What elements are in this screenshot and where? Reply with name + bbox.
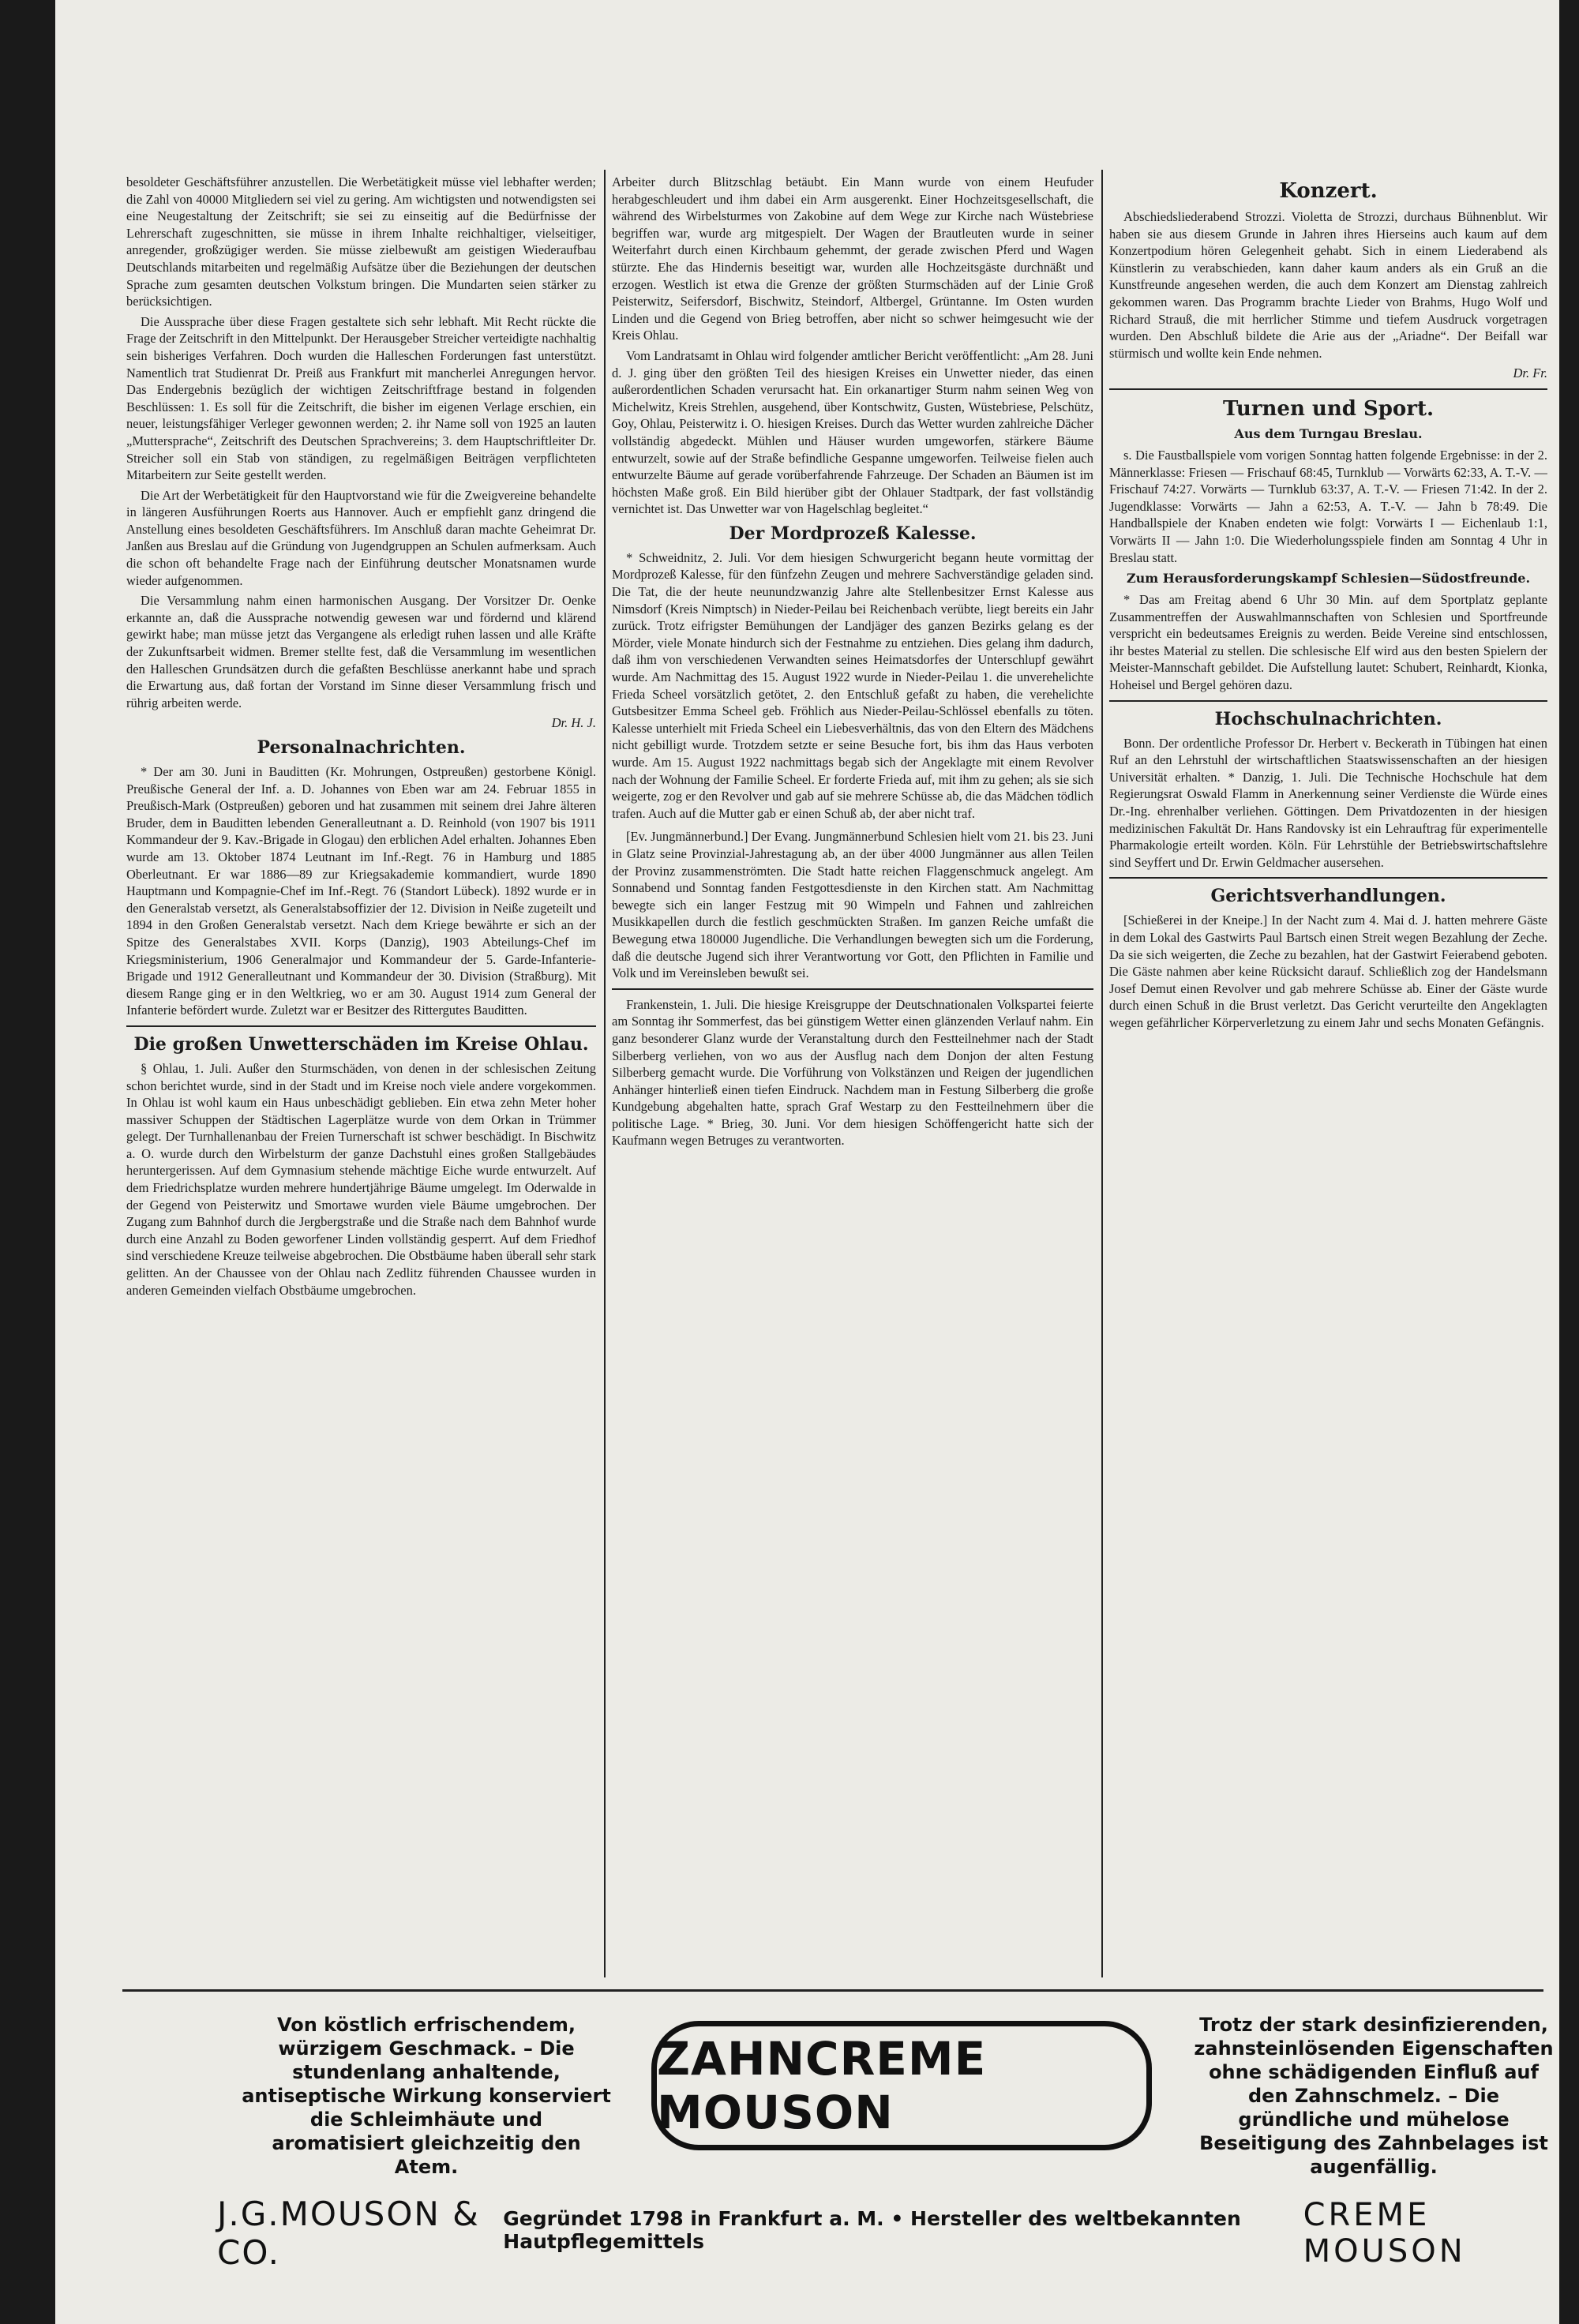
divider [1109, 877, 1547, 879]
article-text: Der Evang. Jungmännerbund Schlesien hielt vom 21. bis 23. Juni in Glatz seine Provinzial-Jahrestagung ab, an der über 4000 Jungmänner aus allen Teilen der Provinz zusammenströmten. Die Stadt hatte reichen Flaggenschmuck angelegt. Am Sonnabend und Sonntag fanden Festgottesdienste in den Kirchen statt. Am Nachmittag bewegte sich ein langer Festzug mit 90 Wimpeln und Fahnen und zahlreichen Musikkapellen durch die festlich geschmückten Straßen. Im ganzen Reiche umfaßt die Bewegung etwa 180000 Jugendliche. Die Verhandlungen bewegten sich um die Forderung, daß die deutsche Jugend sich ihrer Verantwortung vor Gott, den Pflichten in Familie und Volk und im Vereinsleben bewußt sei. [612, 829, 1093, 981]
section-heading-personal: Personalnachrichten. [257, 737, 466, 758]
article-paragraph: besoldeter Geschäftsführer anzustellen. Die Werbetätigkeit müsse viel lebhafter werden; die Zahl von 40000 Mitgliedern sei viel zu gering. Am wichtigsten und notwendigsten sei eine Neugestaltung der Zeitschrift; sie sei zu einseitig auf die Bedürfnisse der Lehrerschaft zugeschnitten, sie müsse in ihrem Inhalte reichhaltiger, vielseitiger, anregender, großzügiger werden. Sie müsse zielbewußt am geistigen Wiederaufbau Deutschlands mitarbeiten und regelmäßig Aufsätze über die Beziehungen der deutschen Sprache zum gesamten deutschen Volkstum bringen. Die Mundarten seien stärker zu berücksichtigen. [126, 174, 596, 309]
inline-heading: [Ev. Jungmännerbund.] [626, 829, 748, 845]
section-heading-konzert: Konzert. [1279, 179, 1378, 203]
article-paragraph [612, 828, 1093, 981]
divider [612, 988, 1093, 990]
divider [1109, 388, 1547, 390]
article-paragraph: Abschiedsliederabend Strozzi. Violetta de Strozzi, durchaus Bühnenblut. Wir haben sie aus diesem Grunde in Jahren ihres Hierseins auch kaum auf dem Konzertpodium hören Gelegenheit gehabt. Sich in einem Liederabend als Künstlerin zu verabschieden, kann daher kaum anders als ein Gruß an die Kunstfreunde angesehen werden, die auch dem Konzert am Dienstag zahlreich gekommen waren. Das Programm brachte Lieder von Brahms, Hugo Wolf und Richard Strauß, die mit herrlicher Stimme und tiefem Ausdruck vorgetragen wurden. Den Abschluß bildete die Arie aus der „Ariadne“. Der Beifall war stürmisch und wollte kein Ende nehmen. [1109, 209, 1547, 361]
newspaper-page [55, 0, 1559, 2324]
article-paragraph: * Der am 30. Juni in Bauditten (Kr. Mohrungen, Ostpreußen) gestorbene Königl. Preußische General der Inf. a. D. Johannes von Eben war am 24. Februar 1855 in Preußisch-Mark (Ostpreußen) geboren und hat zusammen mit seinem drei Jahre älteren Bruder, dem in Bauditten lebenden Generalleutnant a. D. Reinhold (von 1907 bis 1911 Kommandeur der 9. Kav.-Brigade in Glogau) den erblichen Adel erhalten. Johannes Eben wurde am 13. Oktober 1874 Leutnant im Inf.-Regt. 76 in Hamburg und 1885 Oberleutnant. Er war 1886—89 zur Kriegsakademie kommandiert, wurde 1890 Hauptmann und Kompagnie-Chef im Inf.-Regt. 76 (Standort Lübeck). 1892 wurde er in den Generalstab versetzt, als Generalstabsoffizier der 12. Division in Neiße zugeteilt und 1894 in den Großen Generalstab versetzt. Nach dem Kriege bewährte er sich an der Spitze des Generalstabes XVII. Korps (Danzig), 1903 Abteilungs-Chef im Kriegsministerium, 1906 Generalmajor und Kommandeur der 5. Garde-Infanterie-Brigade und 1912 Generalleutnant und Kommandeur der 30. Division (Straßburg). Mit diesem Range ging er in den Weltkrieg, wo er am 30. August 1914 zum General der Infanterie befördert wurde. Zuletzt war er Besitzer des Rittergutes Bauditten. [126, 764, 596, 1018]
column-3 [1109, 174, 1547, 1981]
article-paragraph: Die Art der Werbetätigkeit für den Hauptvorstand wie für die Zweigvereine behandelte in längeren Ausführungen Roerts aus Hannover. Auch er empfiehlt ganz dringend die Anstellung eines besoldeten Geschäftsführers. Im Anschluß daran machte Geheimrat Dr. Janßen aus Breslau auf die Gründung von Jugendgruppen an Schulen aufmerksam. Auch die schon oft behandelte Frage nach der Einführung deutscher Monatsnamen wurde wieder aufgenommen. [126, 487, 596, 588]
ad-left-text: Von köstlich erfrischendem, würzigem Geschmack. – Die stundenlang anhaltende, antiseptische Wirkung konserviert die Schleimhäute und aromatisiert gleichzeitig den Atem. [242, 2014, 611, 2178]
article-paragraph: * Das am Freitag abend 6 Uhr 30 Min. auf dem Sportplatz geplante Zusammentreffen der Auswahlmannschaften von Schlesien und Sportfreunde verspricht ein bedeutsames Ereignis zu werden. Beide Vereine sind entschlossen, ihr bestes Material zu stellen. Die schlesische Elf wird aus den besten Spielern der Meister-Mannschaft gebildet. Die Aufstellung lautet: Schubert, Reinhardt, Kionka, Hoheisel und Bergel gehören dazu. [1109, 592, 1547, 693]
column-divider [1101, 170, 1103, 1977]
ad-product-name: CREME MOUSON [1303, 2197, 1466, 2270]
article-paragraph: * Schweidnitz, 2. Juli. Vor dem hiesigen Schwurgericht begann heute vormittag der Mordprozeß Kalesse, für den fünfzehn Zeugen und mehrere Sachverständige geladen sind. Die Tat, die der heute neunundzwanzig Jahre alte Stellenbesitzer Ernst Kalesse aus Nimsdorf (Kreis Nimptsch) in Nieder-Peilau bei Reichenbach verübte, liegt bereits ein Jahr zurück. Trotz eifrigster Bemühungen der Landjäger des ganzen Bezirks gelang es der Mörder, viele Monate hindurch sich der Festnahme zu entziehen. Dies gelang ihm dadurch, daß ihm von verschiedenen Verwandten seines Heimatsdorfes der Unterschlupf gewährt wurde. Am Nachmittag des 15. August 1922 wurde in Nieder-Peilau 1. die unverehelichte Frieda Scheel vorsätzlich getötet, 2. den Entschluß gefaßt zu haben, die verehelichte Gutsbesitzer Emma Scheel geb. Fröhlich aus Nieder-Peilau-Schlössel ebenfalls zu töten. Kalesse unterhielt mit Frieda Scheel ein Liebesverhältnis, das von den Eltern des Mädchens nicht gebilligt wurde. Trotzdem setzte er seine Besuche fort, bis ihm das Haus verboten wurde. Am 15. August 1922 nachmittags begab sich der Angeklagte mit einem Revolver nach der Wohnung der Familie Scheel. Er forderte Frieda auf, mit ihm zu gehen; als sie sich weigerte, zog er den Revolver und gab auf sie mehrere Schüsse ab, die das Mädchen tödlich trafen. Auch auf die Mutter gab er einen Schuß ab, der aber nicht traf. [612, 549, 1093, 821]
article-paragraph: Bonn. Der ordentliche Professor Dr. Herbert v. Beckerath in Tübingen hat einen Ruf an den Lehrstuhl der wirtschaftlichen Staatswissenschaften an der hiesigen Universität erhalten. * Danzig, 1. Juli. Die Technische Hochschule hat dem Regierungsrat Oswald Flamm in Anerkennung seiner Verdienste die Würde eines Dr.-Ing. ehrenhalber verliehen. Göttingen. Dem Privatdozenten in der hiesigen medizinischen Fakultät Dr. Hans Randovsky ist ein Lehrauftrag für experimentelle Pharmakologie erteilt worden. Köln. Für Lehrstühle der Betriebswirtschaftslehre sind Seyffert und Dr. Erwin Geldmacher ausersehen. [1109, 735, 1547, 870]
article-paragraph: Arbeiter durch Blitzschlag betäubt. Ein Mann wurde von einem Heufuder herabgeschleudert und ihm dabei ein Arm ausgerenkt. Einer Hochzeitsgesellschaft, die während des Wirbelsturmes von Zakobine auf dem Wege zur Kirche nach Wüstebriese begriffen war, wurde arg mitgespielt. Der Wagen der Brautleuten wurde in seiner Weiterfahrt durch einen Kirchbaum gehemmt, der gerade zwischen Pferd und Wagen stürzte. Ehe das Hindernis beseitigt war, wurden alle Hochzeitsgäste durchnäßt und erzogen. Westlich ist etwa die Grenze der größten Sturmschäden auf der Linie Groß Peisterwitz, Seifersdorf, Bischwitz, Steindorf, Altbergel, Grüntanne. Im Osten wurden Linden und die Gegend von Brieg betroffen, aber nicht so schwer heimgesucht wie der Kreis Ohlau. [612, 174, 1093, 343]
ad-company-logo: J.G.MOUSON & CO. [217, 2195, 480, 2272]
section-subheading: Aus dem Turngau Breslau. [1234, 425, 1423, 441]
article-paragraph: Frankenstein, 1. Juli. Die hiesige Kreisgruppe der Deutschnationalen Volkspartei feierte am Sonntag ihr Sommerfest, das bei günstigem Wetter einen glänzenden Verlauf nahm. Ein ganz besonderer Glanz wurde der Veranstaltung durch den Festteilnehmer nach der Stadt Silberberg verliehen, von wo aus der Ausflug nach dem Donjon der alten Festung Silberberg gemacht wurde. Die Vorführung von Volkstänzen und Reigen der jugendlichen Anhänger hinterließ einen tiefen Eindruck. Nachdem man in Festung Silberberg die große Kundgebung abgehalten hatte, sprach Graf Westarp zu den Festteilnehmern über die politische Lage. * Brieg, 30. Juni. Vor dem hiesigen Schöffengericht hatte sich der Kaufmann wegen Betruges zu verantworten. [612, 996, 1093, 1149]
ad-title: ZAHNCREME MOUSON [657, 2032, 987, 2139]
article-paragraph: Die Aussprache über diese Fragen gestaltete sich sehr lebhaft. Mit Recht rückte die Frage der Zeitschrift in den Mittelpunkt. Der Herausgeber Streicher verteidigte nachhaltig sein bisheriges Verfahren. Doch wurden die Halleschen Forderungen fast unterstützt. Namentlich trat Studienrat Dr. Preiß aus Frankfurt mit mancherlei Anregungen hervor. Das Endergebnis bezüglich der wichtigen Zeitschriftfrage bestand in folgenden Beschlüssen: 1. Es soll für die Zeitschrift, die bisher im eigenen Verlage erschien, ein neuer, leistungsfähiger Verleger gewonnen werden; 2. ihr Name soll von 1925 an lauten „Muttersprache“, Zeitschrift des Deutschen Sprachvereins; 3. dem Hauptschriftleiter Dr. Streicher soll ein Stab von ständigen, zu regelmäßigen Beiträgen verpflichteten Mitarbeitern zur Seite gestellt werden. [126, 313, 596, 483]
section-heading-sport: Turnen und Sport. [1222, 396, 1435, 421]
ad-right-text: Trotz der stark desinfizierenden, zahnsteinlösenden Eigenschaften ohne schädigenden Einfluß auf den Zahnschmelz. – Die gründliche und mühelose Beseitigung des Zahnbelages ist augenfällig. [1194, 2014, 1554, 2178]
section-heading-hochschul: Hochschulnachrichten. [1214, 708, 1442, 729]
section-heading-fussball: Zum Herausforderungskampf Schlesien—Südostfreunde. [1126, 571, 1531, 587]
article-paragraph: Vom Landratsamt in Ohlau wird folgender amtlicher Bericht veröffentlicht: „Am 28. Juni d. J. ging über den größten Teil des hiesigen Kreises ein Unwetter nieder, das einen außerordentlichen Schaden verursacht hat. Ein orkanartiger Sturm nahm seinen Weg von Michelwitz, Kreis Strehlen, ausgehend, über Kontschwitz, Gusten, Wüstebriese, Pelschütz, Goy, Ohlau, Peisterwitz i. O. hiesigen Kreises. Durch das Wetter wurden zahlreiche Dächer vollständig abgedeckt. Mühlen und Häuser wurden umgeworfen, stärkere Bäume entwurzelt, sowie auf der Straße befindliche Gespanne umgeworfen. Teilweise fielen auch entwurzelte Bäume auf gerade vorüberfahrende Fahrzeuge. Der Schaden an Bäumen ist im höchsten Maße groß. Ein Bild hierüber gibt der Ohlauer Stadtpark, der fast vollständig vernichtet ist. Das Unwetter war von Hagelschlag begleitet.“ [612, 347, 1093, 517]
ad-footer [217, 2195, 1559, 2272]
section-heading-unwetter: Die großen Unwetterschäden im Kreise Ohlau. [133, 1033, 589, 1055]
article-signature: Dr. H. J. [551, 715, 596, 731]
article-paragraph: s. Die Faustballspiele vom vorigen Sonntag hatten folgende Ergebnisse: in der 2. Männerklasse: Friesen — Frischauf 68:45, Turnklub — Vorwärts 62:33, A. T.-V. — Frischauf 74:27. Vorwärts — Turnklub 63:37, A. T.-V. — Friesen 71:42. In der 2. Jugendklasse: Vorwärts — Jahn a 62:53, A. T.-V. — Jahn b 78:49. Die Handballspiele der Knaben endeten wie folgt: Vorwärts I — Eichenlaub 1:1, Vorwärts II — Jahn 1:0. Die Wiederholungsspiele finden am Sonntag 4 Uhr in Breslau statt. [1109, 447, 1547, 565]
ad-top-rule [122, 1989, 1543, 1992]
column-1 [126, 174, 596, 1981]
mouson-advertisement [186, 2005, 1579, 2297]
article-paragraph: Die Versammlung nahm einen harmonischen Ausgang. Der Vorsitzer Dr. Oenke erkannte an, daß die Aussprache notwendig gewesen war und fördernd und klärend gewirkt habe; man müsse jetzt das Vergangene als erledigt ruhen lassen und alle Kräfte der Zukunftsarbeit widmen. Bremer stellte fest, daß die Versammlung im wesentlichen den Halleschen Grundsätzen durch die gefaßten Beschlüsse anerkannt habe und sprach die Erwartung aus, daß fortan der Vorstand im Sinne dieser Versammlung frisch und rührig arbeiten werde. [126, 593, 596, 710]
column-divider [604, 170, 606, 1977]
article-signature: Dr. Fr. [1513, 365, 1547, 381]
article-paragraph: § Ohlau, 1. Juli. Außer den Sturmschäden, von denen in der schlesischen Zeitung schon berichtet wurde, sind in der Stadt und im Kreise noch viele andere vorgekommen. In Ohlau ist wohl kaum ein Haus unbeschädigt geblieben. Ein etwa zehn Meter hoher massiver Schuppen der Städtischen Lagerplätze wurde von dem Orkan in Trümmer gelegt. Der Turnhallenanbau der Freien Turnerschaft ist schwer beschädigt. In Bischwitz a. O. wurde durch den Wirbelsturm der ganze Dachstuhl eines großen Stallgebäudes heruntergerissen. Auf dem Gymnasium stehende mächtige Eiche wurde entwurzelt. Auf dem Friedrichsplatze wurden mehrere hundertjährige Bäume umgelegt. Im Oderwalde in der Gegend von Peisterwitz und Smortawe wurden viele Bäume umgebrochen. Der Zugang zum Bahnhof durch die Jergbergstraße und die Straße nach dem Bahnhof wurde durch eine Anzahl zu Boden geworfener Linden vollständig gesperrt. Auf dem Friedhof sind verschiedene Kreuze teilweise abgebrochen. Die Obstbäume haben überall sehr stark gelitten. An der Chaussee von der Ohlau nach Zedlitz führenden Chaussee wurden in anderen Gemeinden vielfach Obstbäume umgebrochen. [126, 1060, 596, 1298]
column-2 [612, 174, 1093, 1981]
ad-footer-text: Gegründet 1798 in Frankfurt a. M. • Hersteller des weltbekannten Hautpflegemittels [503, 2207, 1241, 2253]
divider [1109, 700, 1547, 702]
divider [126, 1025, 596, 1027]
section-heading-gericht: Gerichtsverhandlungen. [1210, 886, 1446, 907]
ad-title-box [651, 2021, 1152, 2150]
article-paragraph: [Schießerei in der Kneipe.] In der Nacht zum 4. Mai d. J. hatten mehrere Gäste in dem Lokal des Gastwirts Paul Bartsch einen Streit wegen Bezahlung der Zeche. Da sie sich weigerten, die Zeche zu bezahlen, hat der Gastwirt Feierabend geboten. Die Gäste nahmen aber keine Rücksicht darauf. Schließlich zog der Handelsmann Josef Demut einen Revolver und gab mehrere Schüsse ab. Einer der Gäste wurde durch einen Schuß in die Brust verletzt. Das Gericht verurteilte den Angeklagten wegen gefährlicher Körperverletzung zu einem Jahr und sechs Monaten Gefängnis. [1109, 913, 1547, 1030]
section-heading-mordprozess: Der Mordprozeß Kalesse. [729, 523, 977, 544]
